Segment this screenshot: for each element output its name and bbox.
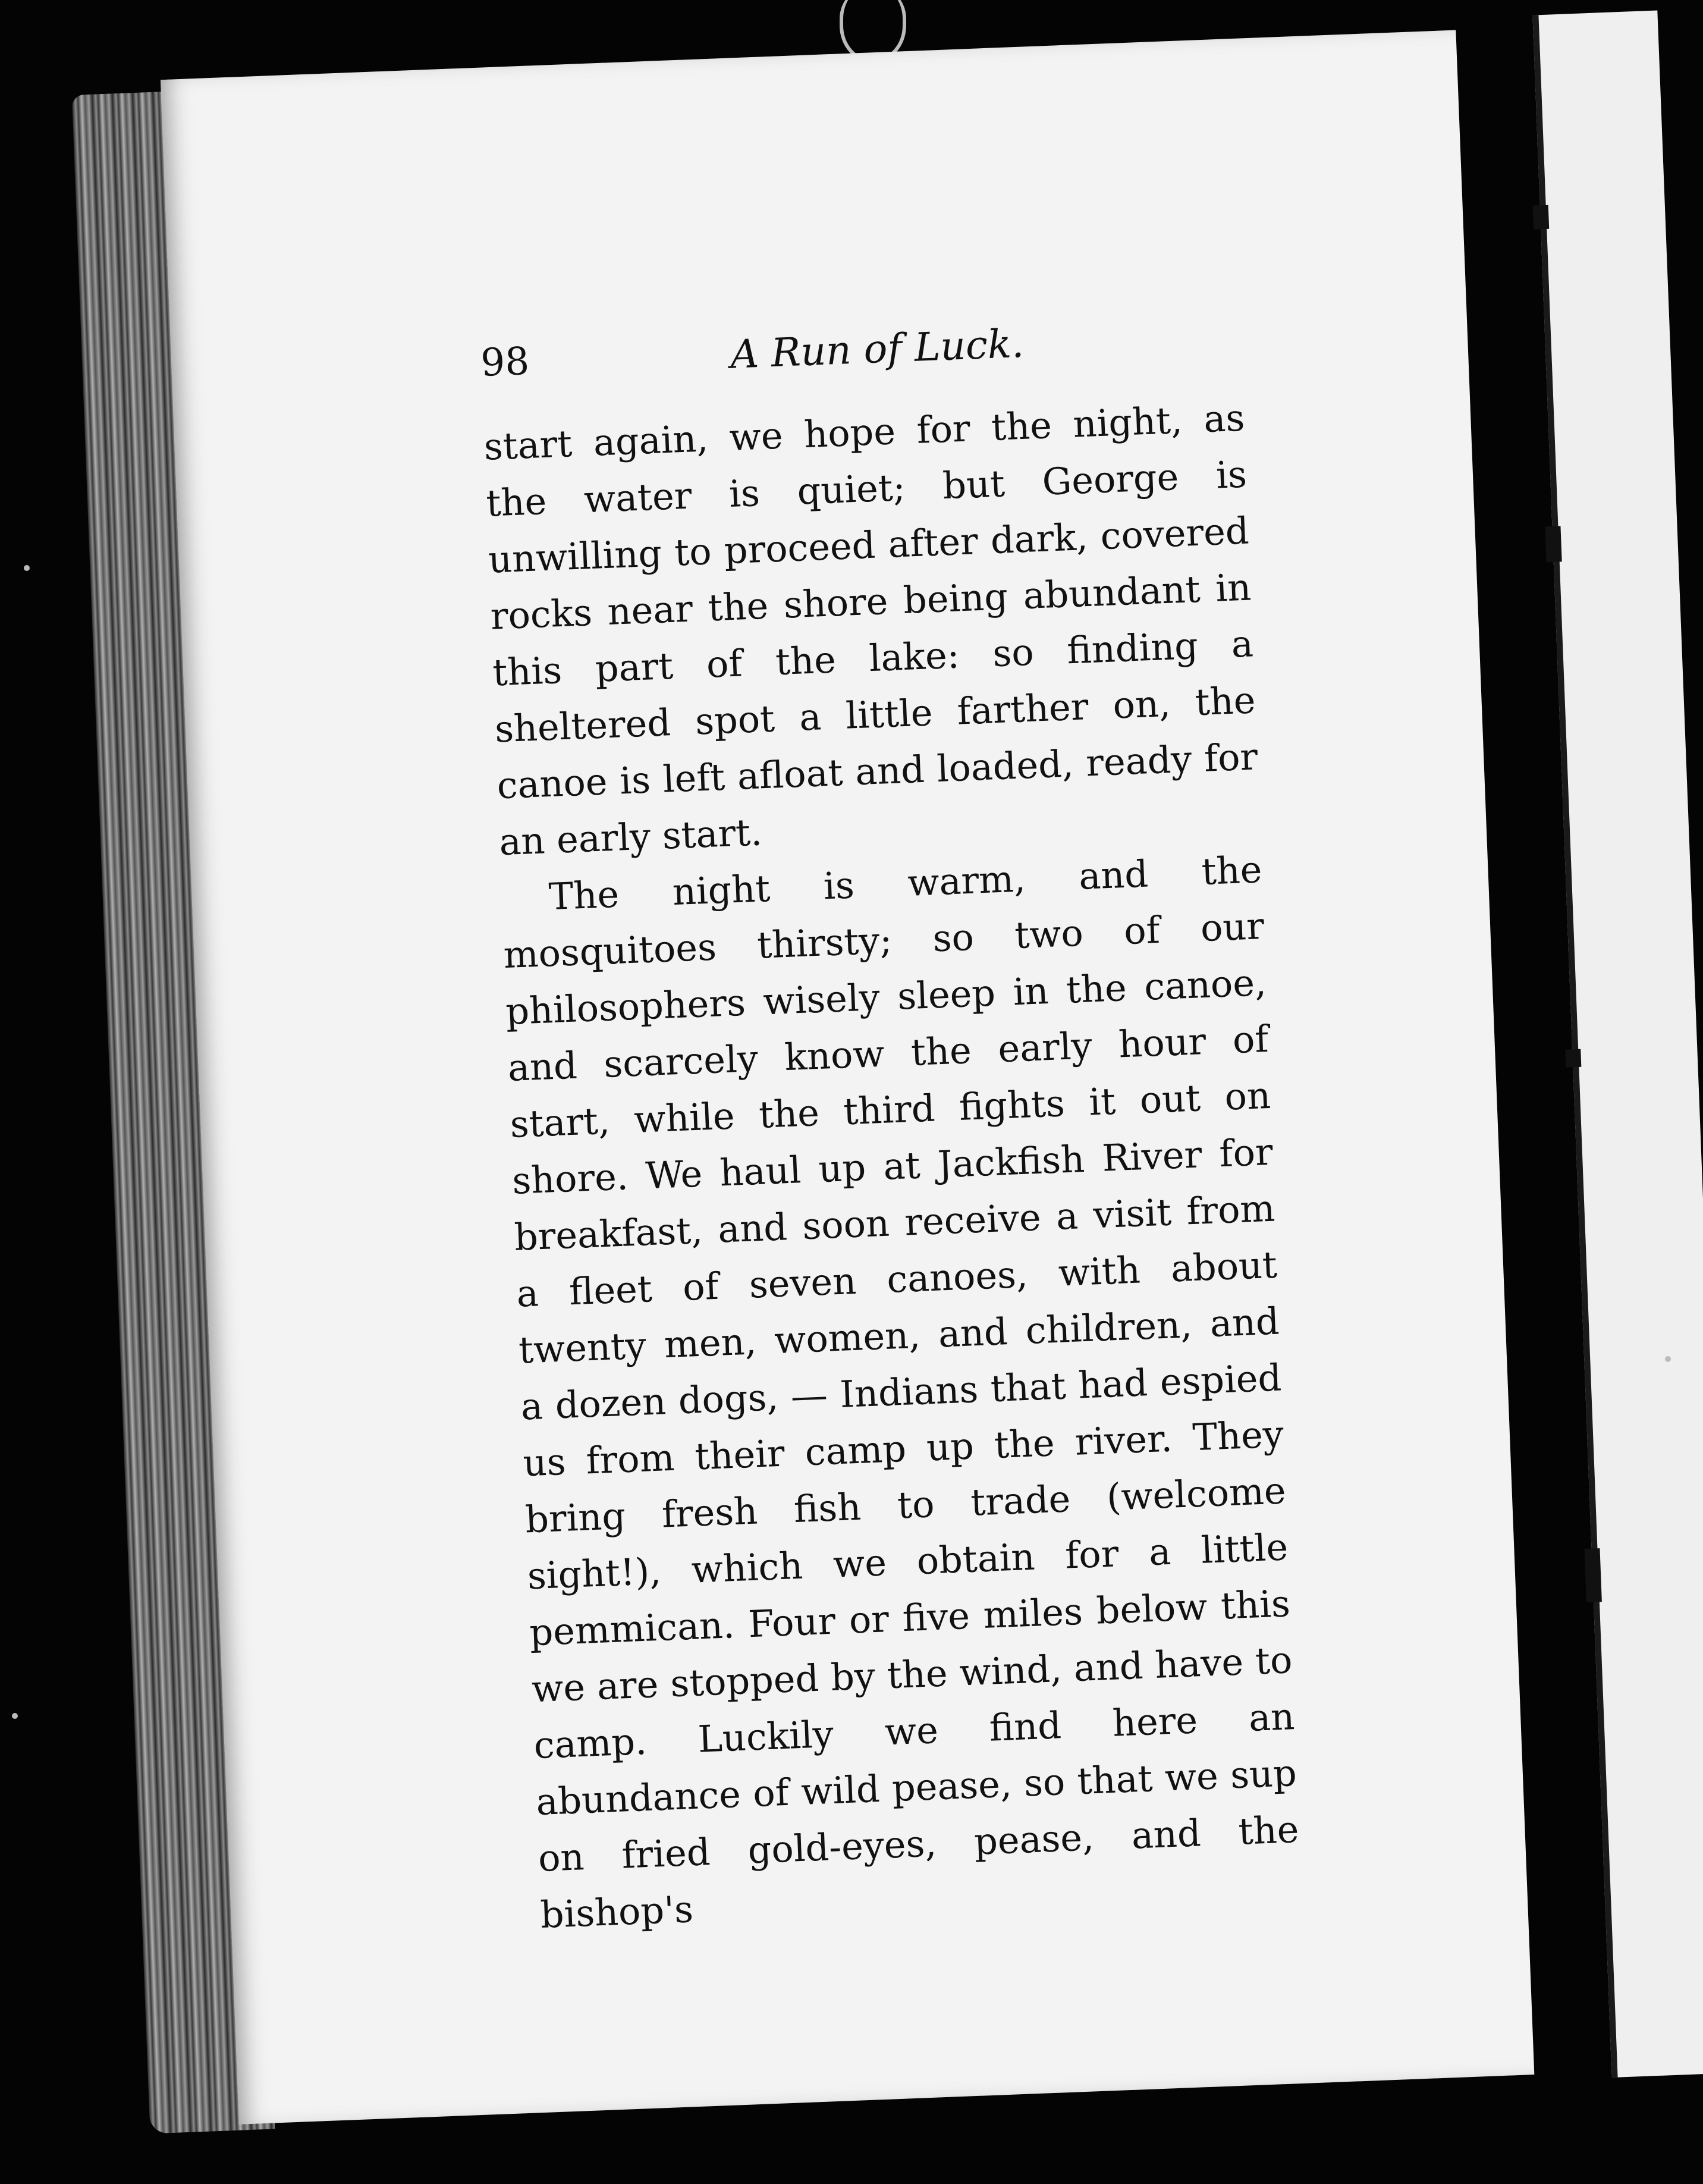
binding-stitch	[1565, 1049, 1581, 1068]
running-title: A Run of Luck.	[729, 320, 1025, 378]
book-block	[71, 26, 1648, 2133]
facing-page-edge	[1532, 11, 1703, 2078]
page-number: 98	[480, 339, 530, 385]
body-text	[483, 390, 1302, 1943]
scan-speck	[24, 565, 30, 571]
scan-speck	[1665, 1356, 1671, 1362]
page-header	[480, 320, 1025, 394]
binding-stitch	[1545, 526, 1561, 562]
binding-stitch	[1533, 205, 1550, 230]
binding-stitch	[1584, 1548, 1601, 1602]
scan-speck	[12, 1713, 18, 1719]
paragraph: The night is warm, and the mosquitoes thirsty; so two of our philosophers wisely sleep in the canoe, and scarcely know the early hour of start, while the third fights it out on shore. We haul up at Jackfish River for breakfast, and soon receive a visit from a fleet of seven canoes, with about twenty men, women, and children, and a dozen dogs, — Indians that had espied us from their camp up the river. They bring fresh fish to trade (welcome sight!), which we obtain for a little pemmican. Four or five miles below this we are stopped by the wind, and have to camp. Luckily we find here an abundance of wild pease, so that we sup on fried gold-eyes, pease, and the bishop's	[502, 848, 1300, 1937]
book-page	[161, 30, 1534, 2125]
paragraph: start again, we hope for the night, as the water is quiet; but George is unwilling to proceed after dark, covered rocks near the shore being abundant in this part of the lake: so finding a sheltered spot a little farther on, the canoe is left afloat and loaded, ready for an early start.	[483, 396, 1259, 864]
